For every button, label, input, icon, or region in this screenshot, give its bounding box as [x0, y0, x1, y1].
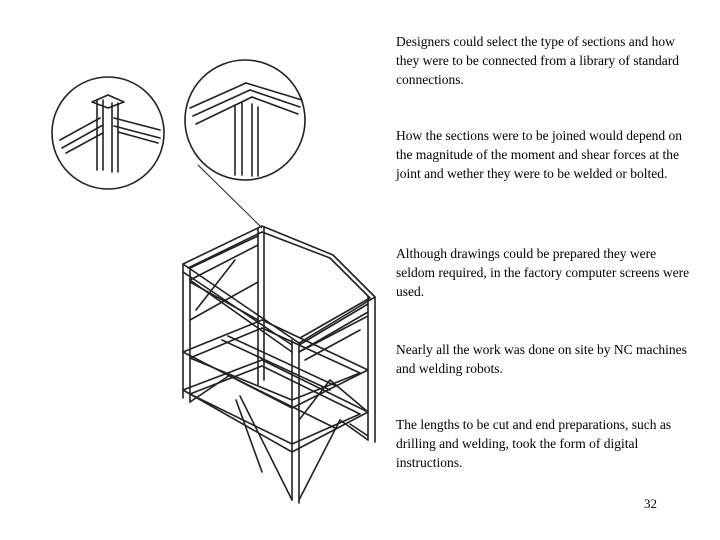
frame-structure — [183, 226, 375, 503]
joint-detail-circle-left — [52, 77, 164, 189]
paragraph-joint-forces: How the sections were to be joined would depend on the magnitude of the moment and shear forces at the joint and wether they were to be welded or bolted. — [396, 128, 683, 181]
paragraph-nc-machines: Nearly all the work was done on site by NC machines and welding robots. — [396, 342, 687, 376]
joint-detail-circle-right — [185, 60, 305, 180]
page-number: 32 — [644, 496, 657, 511]
paragraph-digital-instructions: The lengths to be cut and end preparations, such as drilling and welding, took the form of digital instructions. — [396, 417, 672, 470]
paragraph-drawings: Although drawings could be prepared they were seldom required, in the factory computer screens were used. — [396, 246, 690, 299]
paragraph-section-library: Designers could select the type of sections and how they were to be connected from a library of standard connections. — [396, 34, 680, 87]
